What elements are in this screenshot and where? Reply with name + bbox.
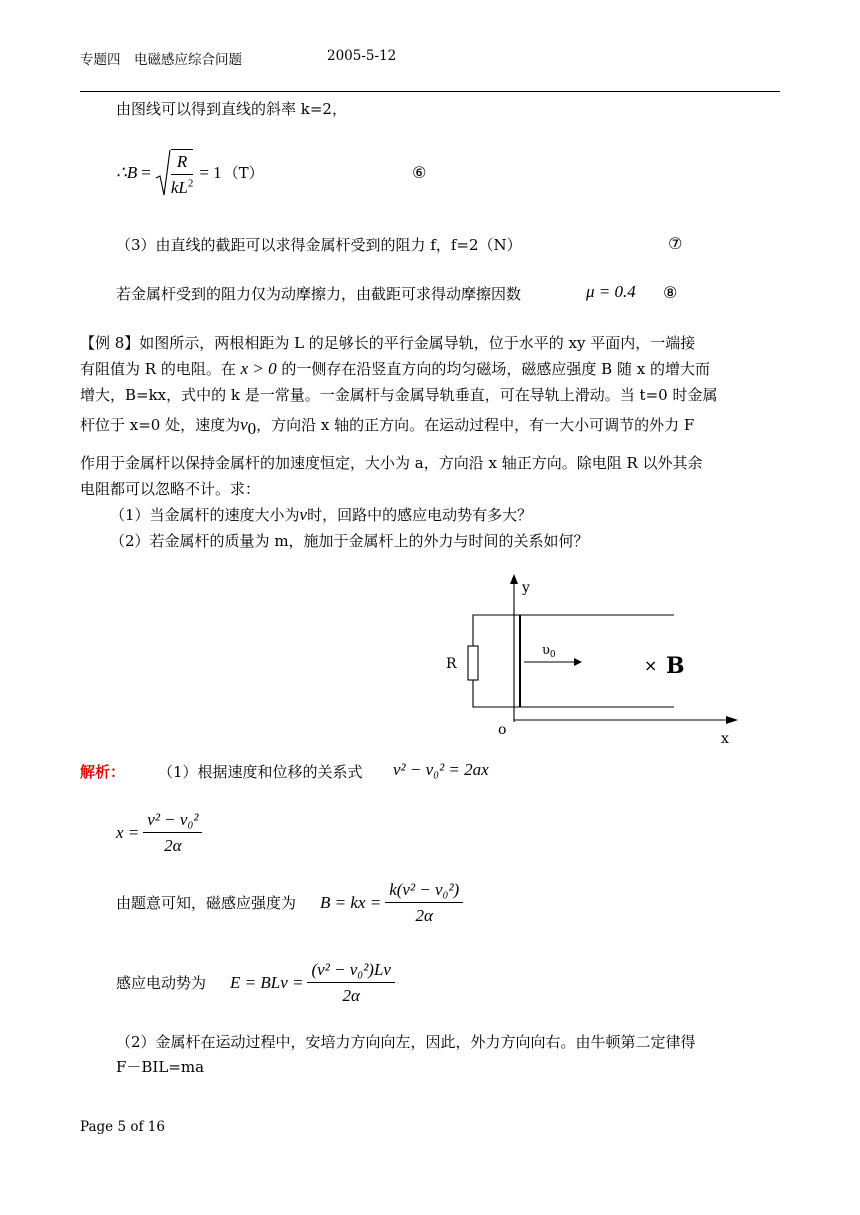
mark-8: ⑧ (663, 283, 678, 302)
x-lhs: x = (116, 823, 140, 842)
example-line-5: 作用于金属杆以保持金属杆的加速度恒定，大小为 a，方向沿 x 轴正方向。除电阻 R 以外其余 (80, 454, 703, 472)
emf-denominator: 2α (342, 986, 360, 1005)
bottom-rail (473, 680, 674, 707)
b-numerator: R (171, 152, 194, 175)
b-unit: （T） (223, 164, 264, 182)
header-title: 专题四 电磁感应综合问题 (80, 52, 242, 68)
sqrt-icon (155, 148, 171, 198)
velocity-sub: 0 (549, 650, 556, 660)
top-rail (473, 615, 674, 646)
origin-label: o (498, 722, 507, 738)
example-line-2a: 有阻值为 R 的电阻。在 (80, 360, 241, 378)
x-denominator: 2α (164, 836, 182, 855)
emf-text: 感应电动势为 (116, 974, 207, 992)
mark-6: ⑥ (412, 163, 427, 182)
emf-lhs: E = BLv = (230, 973, 304, 992)
b-field-text: 由题意可知，磁感应强度为 (116, 894, 297, 912)
x-formula (116, 810, 202, 856)
v0-symbol: v (240, 415, 248, 434)
b-formula: ∴ B = $\frac{R}{kL^2}$ = 1 （T） (116, 148, 264, 198)
resistor (468, 646, 478, 680)
sqrt-fraction (171, 149, 194, 198)
velocity-symbol: υ (542, 643, 550, 658)
y-axis-arrow-icon (510, 574, 518, 584)
therefore-sign: ∴ (116, 163, 127, 182)
x-gt-0: x > 0 (240, 359, 277, 378)
field-cross-icon: × (644, 656, 658, 675)
mu-equation: μ = 0.4 (586, 282, 636, 301)
solution-step-1: （1）根据速度和位移的关系式 (158, 763, 363, 781)
question-1b: 时，回路中的感应电动势有多大？ (307, 506, 533, 524)
emf-numerator: (v² − v₀²)Lv (307, 960, 395, 983)
mark-7: ⑦ (668, 234, 683, 253)
emf-fraction (307, 960, 395, 1006)
b-field-numerator: k(v² − v₀²) (385, 880, 463, 903)
example-line-6: 电阻都可以忽略不计。求： (80, 480, 261, 498)
velocity-arrowhead-icon (574, 658, 582, 666)
solution-label: 解析： (80, 763, 126, 781)
question-1a: （1）当金属杆的速度大小为 (110, 506, 300, 524)
kinematics-equation: v² − v₀² = 2ax (393, 760, 489, 779)
solution-step-2-line-1: （2）金属杆在运动过程中，安培力方向向左，因此，外力方向向右。由牛顿第二定律得 (116, 1033, 696, 1051)
v0-sub: 0 (247, 419, 257, 438)
emf-formula (116, 960, 395, 1006)
example-line-4a: 杆位于 x=0 处，速度为 (80, 416, 241, 434)
b-den-text: kL (170, 177, 188, 197)
x-fraction (143, 810, 202, 856)
x-numerator: v² − v₀² (143, 810, 202, 833)
example-line-2 (80, 359, 710, 379)
b-result: = 1 (199, 163, 222, 182)
velocity-label (542, 643, 556, 660)
b-lhs: B (126, 163, 138, 182)
v-symbol: v (299, 505, 308, 524)
b-field-denominator: 2α (415, 906, 433, 925)
example-line-1: 【例 8】如图所示，两根相距为 L 的足够长的平行金属导轨，位于水平的 xy 平面内，一端接 (80, 334, 696, 352)
slope-line: 由图线可以得到直线的斜率 k=2， (116, 100, 347, 118)
header-date: 2005-5-12 (327, 48, 397, 64)
question-2: （2）若金属杆的质量为 m，施加于金属杆上的外力与时间的关系如何？ (110, 532, 589, 550)
solution-step-2-line-2: F－BIL=ma (116, 1058, 205, 1076)
b-den-sup: 2 (187, 176, 194, 189)
example-line-3: 增大，B=kx，式中的 k 是一常量。一金属杆与金属导轨垂直，可在导轨上滑动。当 t=0 时金属 (80, 386, 718, 404)
question-1 (110, 505, 532, 525)
page-number: Page 5 of 16 (80, 1119, 165, 1135)
friction-line: 若金属杆受到的阻力仅为动摩擦力，由截距可求得动摩擦因数 (116, 285, 522, 303)
b-field-lhs: B = kx = (320, 893, 382, 912)
b-field-formula (116, 880, 463, 926)
example-line-4b: ，方向沿 x 轴的正方向。在运动过程中，有一大小可调节的外力 F (256, 416, 695, 434)
x-label: x (721, 731, 729, 747)
example-line-2b: 的一侧存在沿竖直方向的均匀磁场，磁感应强度 B 随 x 的增大而 (276, 360, 710, 378)
x-axis-arrow-icon (726, 716, 738, 724)
step3-line: （3）由直线的截距可以求得金属杆受到的阻力 f，f=2（N） (116, 236, 522, 254)
header-rule (80, 91, 780, 92)
field-label: B (666, 653, 685, 679)
example-line-4 (80, 415, 695, 438)
y-label: y (522, 580, 530, 596)
b-field-fraction (385, 880, 463, 926)
b-denominator (171, 175, 194, 198)
resistor-label: R (446, 656, 457, 672)
rail-diagram (430, 570, 760, 760)
